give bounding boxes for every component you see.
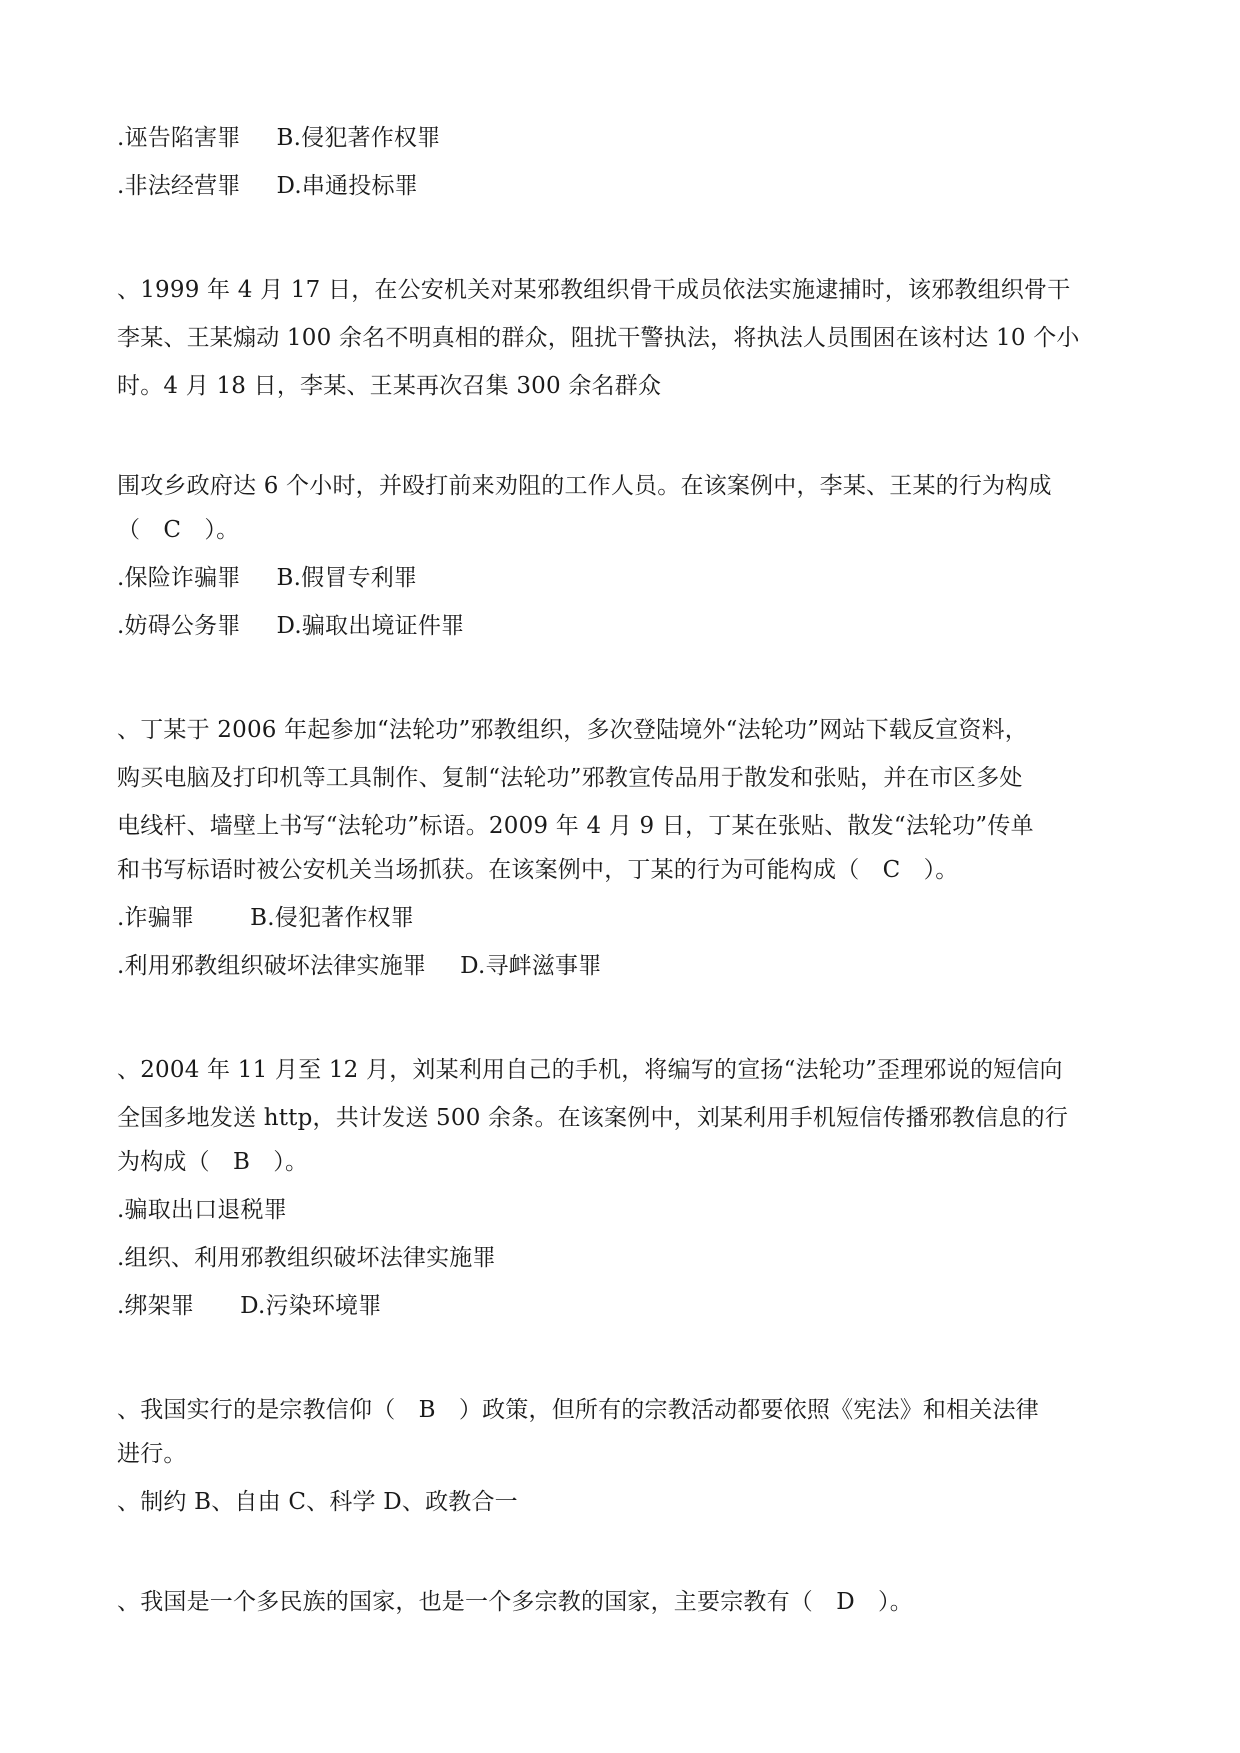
q2-option-b: B.假冒专利罪: [276, 565, 418, 591]
q1-options-row-2: [117, 166, 1127, 214]
q4-stem-line-2: 全国多地发送 http，共计发送 500 余条。在该案例中，刘某利用手机短信传播邪教信息的行: [117, 1105, 1069, 1131]
q3-option-d: D.寻衅滋事罪: [460, 953, 602, 979]
q3-options-row-2: [117, 946, 1127, 994]
q4-options-row-3: [117, 1286, 1127, 1334]
q4-stem-line-3: 为构成（ B ）。: [117, 1149, 309, 1175]
q5-stem-line-2: 进行。: [117, 1441, 187, 1467]
document-page: [117, 118, 1127, 1630]
q2-option-a: .保险诈骗罪: [117, 565, 241, 591]
q1-option-b: B.侵犯著作权罪: [276, 125, 441, 151]
q4-stem-line-1: 、2004 年 11 月至 12 月，刘某利用自己的手机，将编写的宣扬“法轮功”歪理邪说的短信向: [117, 1057, 1063, 1083]
q1-option-d: D.串通投标罪: [276, 173, 418, 199]
q1-option-c: .非法经营罪: [117, 173, 241, 199]
q2-stem-line-4: 围攻乡政府达 6 个小时，并殴打前来劝阻的工作人员。在该案例中，李某、王某的行为构成: [117, 473, 1052, 499]
q4-option-b: .组织、利用邪教组织破坏法律实施罪: [117, 1245, 496, 1271]
q1-option-a: .诬告陷害罪: [117, 125, 241, 151]
q3-option-a: .诈骗罪: [117, 905, 195, 931]
q3-options-row-1: [117, 898, 1127, 946]
q3-option-b: B.侵犯著作权罪: [250, 905, 414, 931]
q2-stem-line-1: 、1999 年 4 月 17 日，在公安机关对某邪教组织骨干成员依法实施逮捕时，该邪教组织骨干: [117, 277, 1071, 303]
q3-stem-line-1: 、丁某于 2006 年起参加“法轮功”邪教组织，多次登陆境外“法轮功”网站下载反宣资料，: [117, 717, 1028, 743]
q5-options: 、制约 B、自由 C、科学 D、政教合一: [117, 1489, 518, 1515]
q2-option-d: D.骗取出境证件罪: [276, 613, 465, 639]
q2-answer: （ C ）。: [117, 517, 240, 543]
q5-stem-line-1: 、我国实行的是宗教信仰（ B ）政策，但所有的宗教活动都要依照《宪法》和相关法律: [117, 1397, 1039, 1423]
q3-stem-line-4: 和书写标语时被公安机关当场抓获。在该案例中，丁某的行为可能构成（ C ）。: [117, 857, 959, 883]
q4-option-a: .骗取出口退税罪: [117, 1197, 287, 1223]
q2-options-row-2: [117, 606, 1127, 654]
q3-stem-line-2: 购买电脑及打印机等工具制作、复制“法轮功”邪教宣传品用于散发和张贴，并在市区多处: [117, 765, 1023, 791]
q2-stem-line-2: 李某、王某煽动 100 余名不明真相的群众，阻扰干警执法，将执法人员围困在该村达 10 个小: [117, 325, 1080, 351]
q2-option-c: .妨碍公务罪: [117, 613, 241, 639]
q6-stem-line-1: 、我国是一个多民族的国家，也是一个多宗教的国家，主要宗教有（ D ）。: [117, 1589, 913, 1615]
q4-option-c: .绑架罪: [117, 1293, 195, 1319]
q4-option-d: D.污染环境罪: [240, 1293, 382, 1319]
q3-option-c: .利用邪教组织破坏法律实施罪: [117, 953, 427, 979]
q3-stem-line-3: 电线杆、墙壁上书写“法轮功”标语。2009 年 4 月 9 日，丁某在张贴、散发“法轮功”传单: [117, 813, 1034, 839]
q1-options-row-1: [117, 118, 1127, 166]
q2-options-row-1: [117, 558, 1127, 606]
q2-stem-line-3: 时。4 月 18 日，李某、王某再次召集 300 余名群众: [117, 373, 662, 399]
